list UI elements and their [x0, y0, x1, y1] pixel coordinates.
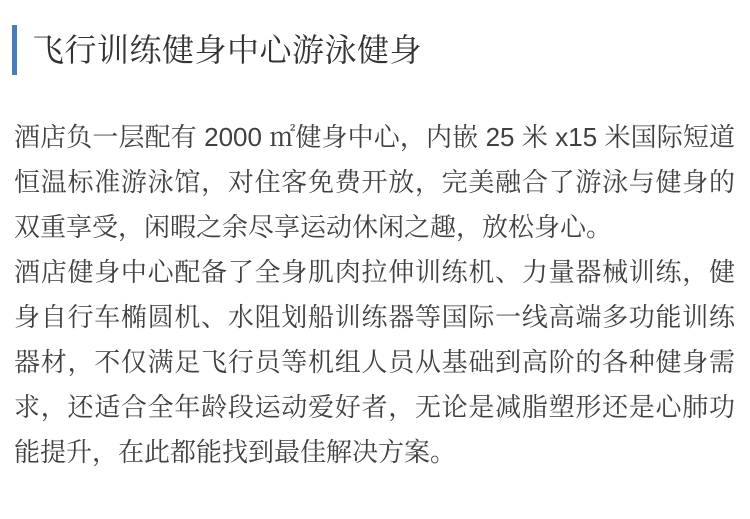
- paragraph-fitness-center-intro: 酒店负一层配有 2000 ㎡健身中心，内嵌 25 米 x15 米国际短道恒温标准游泳馆，对住客免费开放，完美融合了游泳与健身的双重享受，闲暇之余尽享运动休闲之趣，放松身心。: [14, 122, 735, 242]
- paragraph-equipment-detail: 酒店健身中心配备了全身肌肉拉伸训练机、力量器械训练，健身自行车椭圆机、水阻划船训练器等国际一线高端多功能训练器材，不仅满足飞行员等机组人员从基础到高阶的各种健身需求，还适合全年龄段运动爱好者，无论是减脂塑形还是心肺功能提升，在此都能找到最佳解决方案。: [14, 257, 735, 467]
- page-title: 飞行训练健身中心游泳健身: [32, 32, 423, 68]
- title-section: [12, 25, 735, 75]
- article-body: [12, 115, 735, 475]
